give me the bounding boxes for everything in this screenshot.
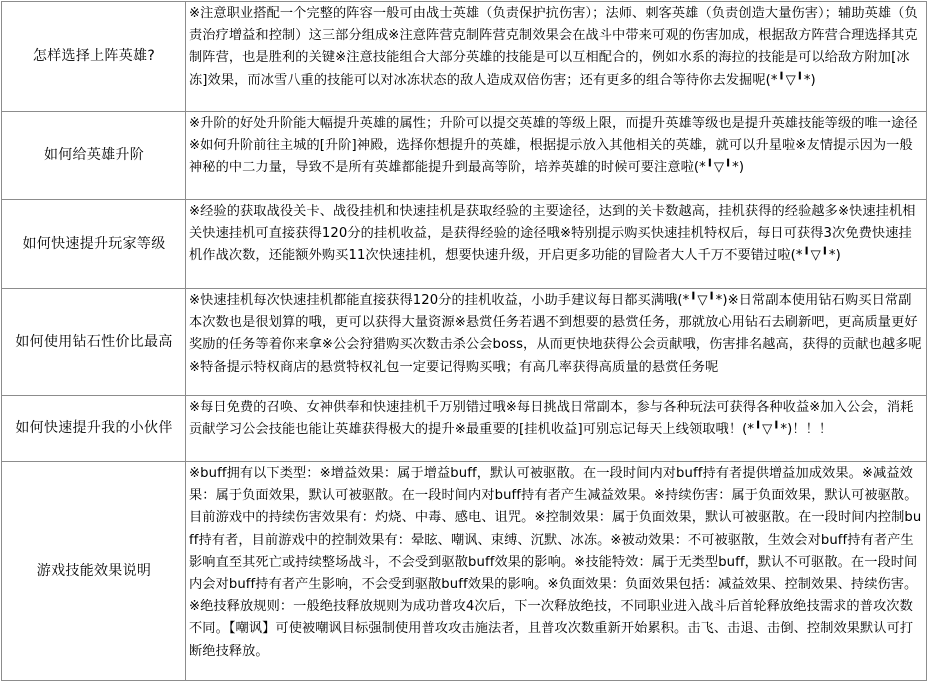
table-row xyxy=(2,396,927,462)
answer-cell: ※升阶的好处升阶能大幅提升英雄的属性；升阶可以提交英雄的等级上限，而提升英雄等级也是提升英雄技能等级的唯一途径※如何升阶前往主城的[升阶]神殿，选择你想提升的英雄，根据提示放入其他相关的英雄，就可以升星啦※友情提示因为一般神秘的中二力量，导致不是所有英雄都能提升到最高等阶，培养英雄的时候可要注意啦(*╹▽╹*) xyxy=(186,112,927,200)
answer-cell: ※快速挂机每次快速挂机都能直接获得120分的挂机收益，小助手建议每日都买满哦(*╹▽╹*)※日常副本使用钻石购买日常副本次数也是很划算的哦，更可以获得大量资源※悬赏任务若遇不到想要的悬赏任务，那就放心用钻石去刷新吧，更高质量更好奖励的任务等着你来拿※公会狩猎购买次数击杀公会boss，从而更快地获得公会贡献哦，伤害排名越高，获得的贡献也越多呢※特备提示特权商店的悬赏特权礼包一定要记得购买哦；有高几率获得高质量的悬赏任务呢 xyxy=(186,289,927,396)
table-row xyxy=(2,289,927,396)
question-cell: 怎样选择上阵英雄? xyxy=(2,2,186,112)
table-row xyxy=(2,462,927,681)
question-cell: 如何给英雄升阶 xyxy=(2,112,186,200)
question-cell: 如何快速提升我的小伙伴 xyxy=(2,396,186,462)
faq-table xyxy=(1,1,927,681)
table-row xyxy=(2,200,927,289)
answer-cell: ※buff拥有以下类型：※增益效果：属于增益buff，默认可被驱散。在一段时间内对buff持有者提供增益加成效果。※减益效果：属于负面效果，默认可被驱散。在一段时间内对buff持有者产生减益效果。※持续伤害：属于负面效果，默认可被驱散。目前游戏中的持续伤害效果有：灼烧、中毒、感电、诅咒。※控制效果：属于负面效果，默认可被驱散。在一段时间内控制buff持有者，目前游戏中的控制效果有：晕眩、嘲讽、束缚、沉默、冰冻。※被动效果：不可被驱散，生效会对buff持有者产生影响直至其死亡或持续整场战斗，不会受到驱散buff效果的影响。※技能特效：属于无类型buff，默认不可驱散。在一段时间内会对buff持有者产生影响，不会受到驱散buff效果的影响。※负面效果：负面效果包括：减益效果、控制效果、持续伤害。※绝技释放规则：一般绝技释放规则为成功普攻4次后，下一次释放绝技，不同职业进入战斗后首轮释放绝技需求的普攻次数不同。【嘲讽】可使被嘲讽目标强制使用普攻攻击施法者，且普攻次数重新开始累积。击飞、击退、击倒、控制效果默认可打断绝技释放。 xyxy=(186,462,927,681)
answer-cell: ※每日免费的召唤、女神供奉和快速挂机千万别错过哦※每日挑战日常副本，参与各种玩法可获得各种收益※加入公会，消耗贡献学习公会技能也能让英雄获得极大的提升※最重要的[挂机收益]可别忘记每天上线领取哦！(*╹▽╹*)！！！ xyxy=(186,396,927,462)
question-cell: 如何快速提升玩家等级 xyxy=(2,200,186,289)
question-cell: 游戏技能效果说明 xyxy=(2,462,186,681)
answer-cell: ※经验的获取战役关卡、战役挂机和快速挂机是获取经验的主要途径，达到的关卡数越高，挂机获得的经验越多※快速挂机相关快速挂机可直接获得120分的挂机收益，是获得经验的途径哦※特别提示购买快速挂机特权后，每日可获得3次免费快速挂机作战次数，还能额外购买11次快速挂机，想要快速升级，开启更多功能的冒险者大人千万不要错过啦(*╹▽╹*) xyxy=(186,200,927,289)
answer-cell: ※注意职业搭配一个完整的阵容一般可由战士英雄（负责保护抗伤害）；法师、刺客英雄（负责创造大量伤害）；辅助英雄（负责治疗增益和控制）这三部分组成※注意阵营克制阵营克制效果会在战斗中带来可观的伤害加成，根据敌方阵营合理选择其克制阵营，也是胜利的关键※注意技能组合大部分英雄的技能是可以互相配合的，例如水系的海拉的技能是可以给敌方附加[冰冻]效果，而冰雪八重的技能可以对冰冻状态的敌人造成双倍伤害；还有更多的组合等待你去发掘呢(*╹▽╹*) xyxy=(186,2,927,112)
table-row xyxy=(2,112,927,200)
question-cell: 如何使用钻石性价比最高 xyxy=(2,289,186,396)
table-row xyxy=(2,2,927,112)
